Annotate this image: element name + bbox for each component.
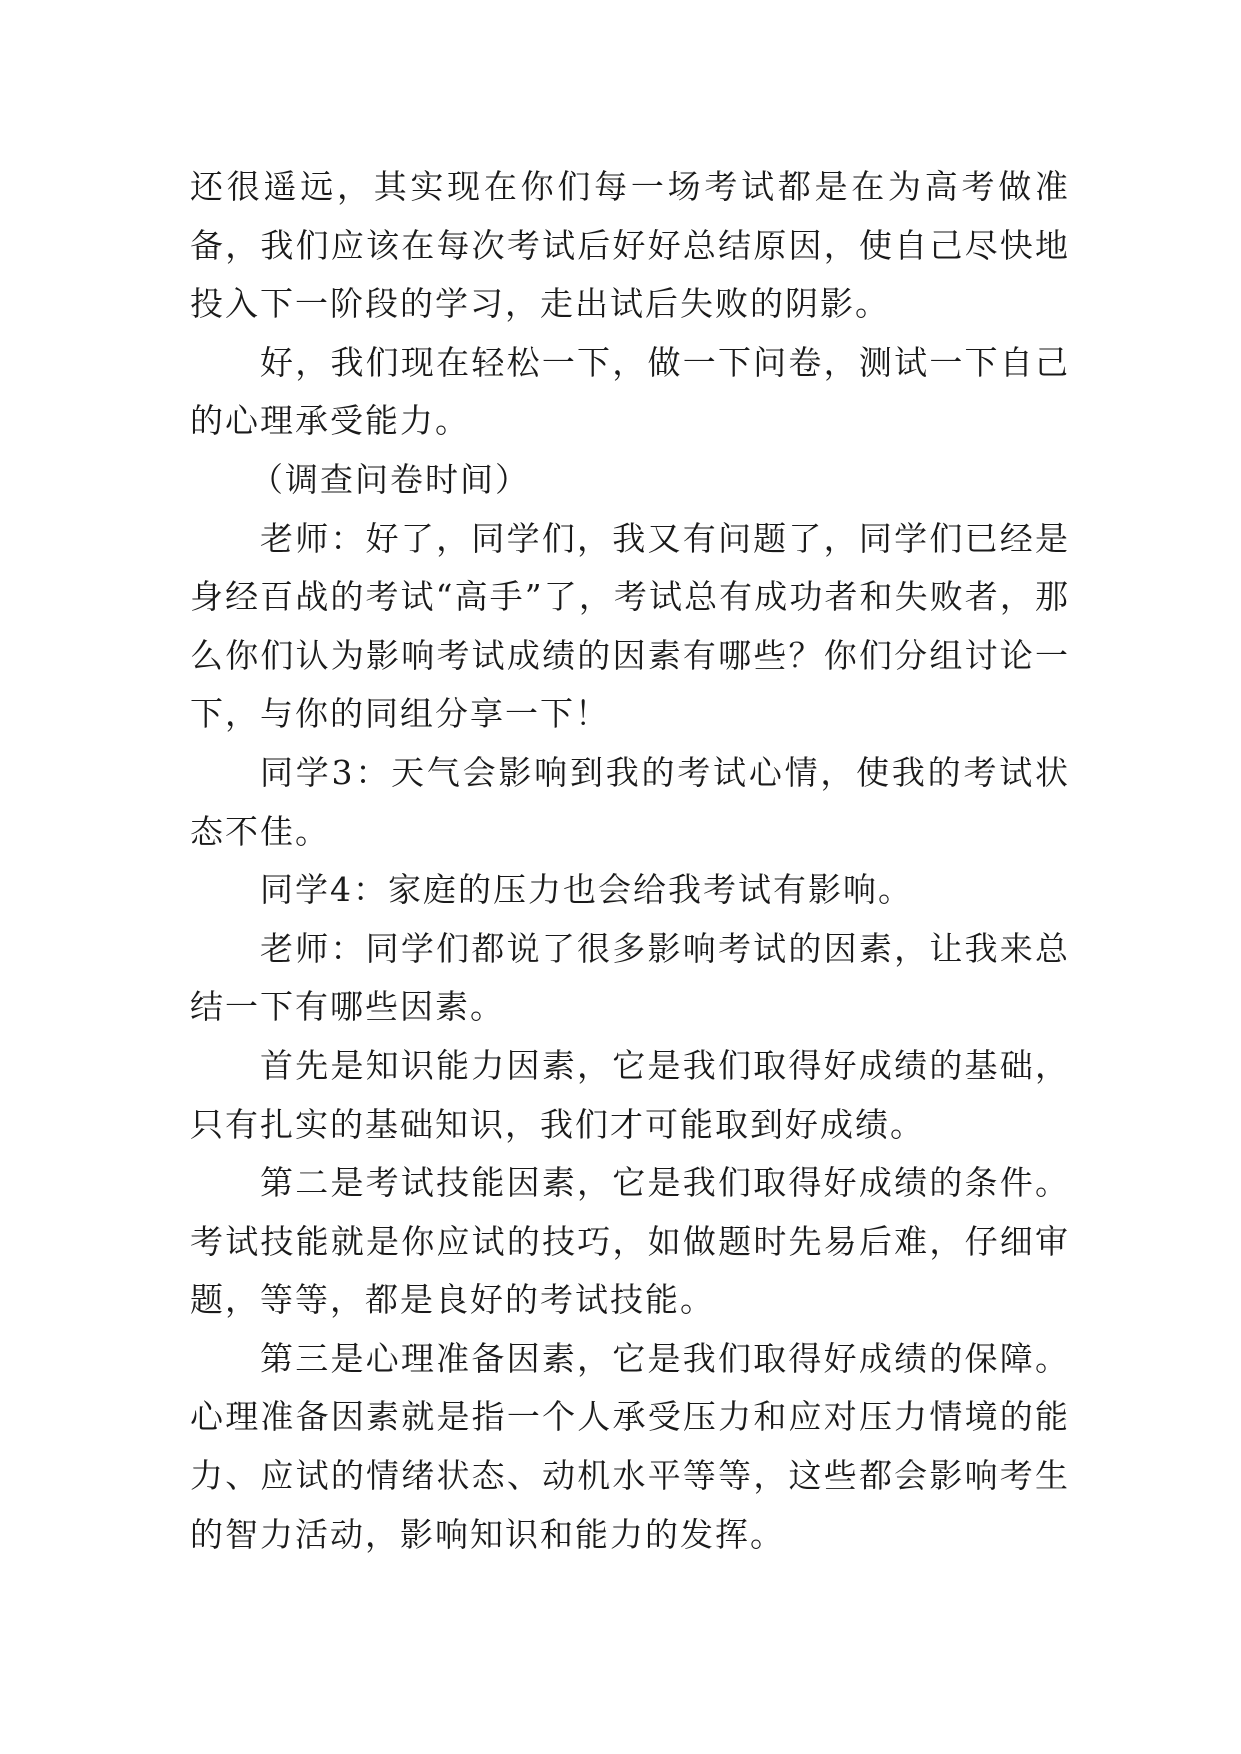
paragraph-continuation: 还很遥远，其实现在你们每一场考试都是在为高考做准备，我们应该在每次考试后好好总结原因，使自己尽快地投入下一阶段的学习，走出试后失败的阴影。 [190,167,1070,324]
paragraph-survey-time: （调查问卷时间） [250,459,530,499]
paragraph-student-3: 同学3：天气会影响到我的考试心情，使我的考试状态不佳。 [190,752,1070,851]
paragraph-survey-intro: 好，我们现在轻松一下，做一下问卷，测试一下自己的心理承受能力。 [190,342,1070,441]
paragraph-factor-knowledge: 首先是知识能力因素，它是我们取得好成绩的基础，只有扎实的基础知识，我们才可能取到好成绩。 [190,1045,1070,1144]
paragraph-factor-skills: 第二是考试技能因素，它是我们取得好成绩的条件。考试技能就是你应试的技巧，如做题时先易后难，仔细审题，等等，都是良好的考试技能。 [190,1163,1070,1320]
paragraph-factor-psychology: 第三是心理准备因素，它是我们取得好成绩的保障。心理准备因素就是指一个人承受压力和应对压力情境的能力、应试的情绪状态、动机水平等等，这些都会影响考生的智力活动，影响知识和能力的发挥。 [190,1338,1070,1554]
document-body [190,158,1070,1564]
paragraph-student-4: 同学4：家庭的压力也会给我考试有影响。 [260,870,913,910]
paragraph-teacher-question: 老师：好了，同学们，我又有问题了，同学们已经是身经百战的考试“高手”了，考试总有成功者和失败者，那么你们认为影响考试成绩的因素有哪些？你们分组讨论一下，与你的同组分享一下！ [190,518,1070,734]
paragraph-teacher-summary: 老师：同学们都说了很多影响考试的因素，让我来总结一下有哪些因素。 [190,928,1070,1027]
